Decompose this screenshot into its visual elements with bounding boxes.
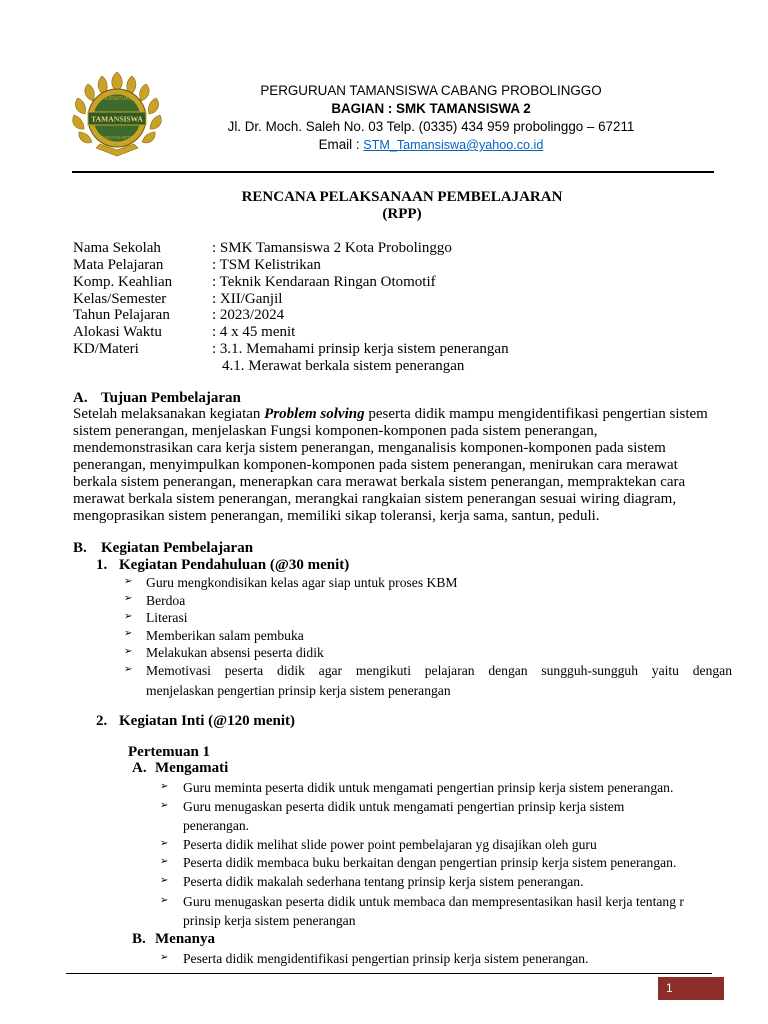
arrow-bullet-icon: ➢	[160, 875, 169, 886]
section-b-number: B.	[73, 540, 87, 556]
logo-text-bot: YOGYAKARTA	[101, 135, 133, 140]
arrow-bullet-icon: ➢	[124, 628, 133, 639]
letterhead-line-2: BAGIAN : SMK TAMANSISWA 2	[331, 101, 531, 116]
email-link[interactable]: STM_Tamansiswa@yahoo.co.id	[363, 138, 544, 152]
subsection-2-number: 2.	[96, 713, 108, 729]
arrow-bullet-icon: ➢	[124, 646, 133, 657]
arrow-bullet-icon: ➢	[160, 856, 169, 867]
paragraph-rest: peserta didik mampu mengidentifikasi pengertian sistem	[364, 406, 708, 422]
list-item: Peserta didik membaca buku berkaitan dengan pengertian prinsip kerja sistem penerangan.	[183, 855, 677, 870]
list-item: Guru mengkondisikan kelas agar siap untuk proses KBM	[146, 575, 458, 590]
list-item-continued: menjelaskan pengertian prinsip kerja sistem penerangan	[146, 683, 451, 698]
arrow-bullet-icon: ➢	[160, 838, 169, 849]
activity-a-heading: Mengamati	[155, 760, 229, 776]
identity-label: KD/Materi	[73, 341, 139, 357]
letterhead-divider	[72, 171, 714, 173]
identity-label: Komp. Keahlian	[73, 274, 173, 290]
section-a-heading: Tujuan Pembelajaran	[101, 390, 241, 406]
activity-a-number: A.	[132, 760, 147, 776]
identity-value: : TSM Kelistrikan	[212, 257, 321, 273]
document-title: RENCANA PELAKSANAAN PEMBELAJARAN	[241, 189, 563, 205]
logo-text-top: PERSATUAN	[101, 96, 133, 102]
section-a-paragraph-line	[73, 406, 733, 423]
section-a-paragraph-line: sistem penerangan, menjelaskan Fungsi komponen-komponen pada sistem penerangan,	[73, 423, 598, 439]
list-item: Berdoa	[146, 593, 186, 608]
pertemuan-heading: Pertemuan 1	[128, 744, 211, 760]
section-a-paragraph-line: mengoprasikan sistem penerangan, memiliki sikap toleransi, kerja sama, santun, peduli.	[73, 508, 600, 524]
school-logo	[66, 68, 168, 158]
activity-b-heading: Menanya	[155, 931, 215, 947]
section-a-paragraph-line: berkala sistem penerangan, menerapkan cara merawat berkala sistem penerangan, mempraktekan cara	[73, 474, 686, 490]
identity-value: : Teknik Kendaraan Ringan Otomotif	[212, 274, 436, 290]
list-item-continued: prinsip kerja sistem penerangan	[183, 913, 356, 928]
list-item: Memberikan salam pembuka	[146, 628, 304, 643]
identity-label: Alokasi Waktu	[73, 324, 162, 340]
identity-label: Kelas/Semester	[73, 291, 167, 307]
document-subtitle: (RPP)	[382, 206, 422, 222]
page-number: 1	[658, 977, 724, 1000]
footer-divider	[66, 973, 712, 974]
paragraph-emphasis: Problem solving	[264, 406, 365, 422]
arrow-bullet-icon: ➢	[124, 576, 133, 587]
section-a-paragraph-line: merawat berkala sistem penerangan, merangkai rangkaian sistem penerangan sesuai wiring diagram,	[73, 491, 677, 507]
arrow-bullet-icon: ➢	[160, 781, 169, 792]
identity-value: : XII/Ganjil	[212, 291, 283, 307]
subsection-1-heading: Kegiatan Pendahuluan (@30 menit)	[119, 557, 350, 573]
identity-value: : SMK Tamansiswa 2 Kota Probolinggo	[212, 240, 452, 256]
list-item: Guru menugaskan peserta didik untuk membaca dan mempresentasikan hasil kerja tentang r	[183, 894, 684, 909]
list-item: Peserta didik makalah sederhana tentang prinsip kerja sistem penerangan.	[183, 874, 584, 889]
activity-b-number: B.	[132, 931, 146, 947]
arrow-bullet-icon: ➢	[160, 800, 169, 811]
subsection-2-heading: Kegiatan Inti (@120 menit)	[119, 713, 296, 729]
identity-value: : 2023/2024	[212, 307, 285, 323]
arrow-bullet-icon: ➢	[124, 611, 133, 622]
list-item: Peserta didik melihat slide power point pembelajaran yg disajikan oleh guru	[183, 837, 597, 852]
list-item: Melakukan absensi peserta didik	[146, 645, 324, 660]
list-item: Memotivasi peserta didik agar mengikuti pelajaran dengan sungguh-sungguh yaitu dengan	[146, 663, 732, 678]
subsection-1-number: 1.	[96, 557, 108, 573]
section-b-heading: Kegiatan Pembelajaran	[101, 540, 254, 556]
arrow-bullet-icon: ➢	[160, 895, 169, 906]
list-item: Peserta didik mengidentifikasi pengertian prinsip kerja sistem penerangan.	[183, 951, 589, 966]
list-item-continued: penerangan.	[183, 818, 250, 833]
identity-label: Nama Sekolah	[73, 240, 161, 256]
letterhead-line-1: PERGURUAN TAMANSISWA CABANG PROBOLINGGO	[260, 83, 602, 98]
list-item: Literasi	[146, 610, 188, 625]
list-item: Guru meminta peserta didik untuk mengamati pengertian prinsip kerja sistem penerangan.	[183, 780, 674, 795]
arrow-bullet-icon: ➢	[124, 664, 133, 675]
email-label: Email :	[318, 137, 364, 152]
identity-value: : 4 x 45 menit	[212, 324, 296, 340]
section-a-number: A.	[73, 390, 88, 406]
letterhead-address: Jl. Dr. Moch. Saleh No. 03 Telp. (0335) 434 959 probolinggo – 67211	[227, 119, 635, 134]
arrow-bullet-icon: ➢	[124, 593, 133, 604]
paragraph-intro: Setelah melaksanakan kegiatan	[73, 406, 265, 422]
section-a-paragraph-line: penerangan, menyimpulkan komponen-komponen pada sistem penerangan, menirukan cara merawat	[73, 457, 678, 473]
section-a-paragraph-line: mendemonstrasikan cara kerja sistem penerangan, menganalisis komponen-komponen pada sistem	[73, 440, 666, 456]
identity-label: Tahun Pelajaran	[73, 307, 170, 323]
logo-text-mid: TAMANSISWA	[91, 114, 143, 124]
arrow-bullet-icon: ➢	[160, 952, 169, 963]
identity-value: : 3.1. Memahami prinsip kerja sistem penerangan	[212, 341, 509, 357]
letterhead-email-line	[170, 136, 692, 154]
identity-label: Mata Pelajaran	[73, 257, 164, 273]
list-item: Guru menugaskan peserta didik untuk mengamati pengertian prinsip kerja sistem	[183, 799, 625, 814]
identity-value-continued: 4.1. Merawat berkala sistem penerangan	[222, 358, 465, 374]
